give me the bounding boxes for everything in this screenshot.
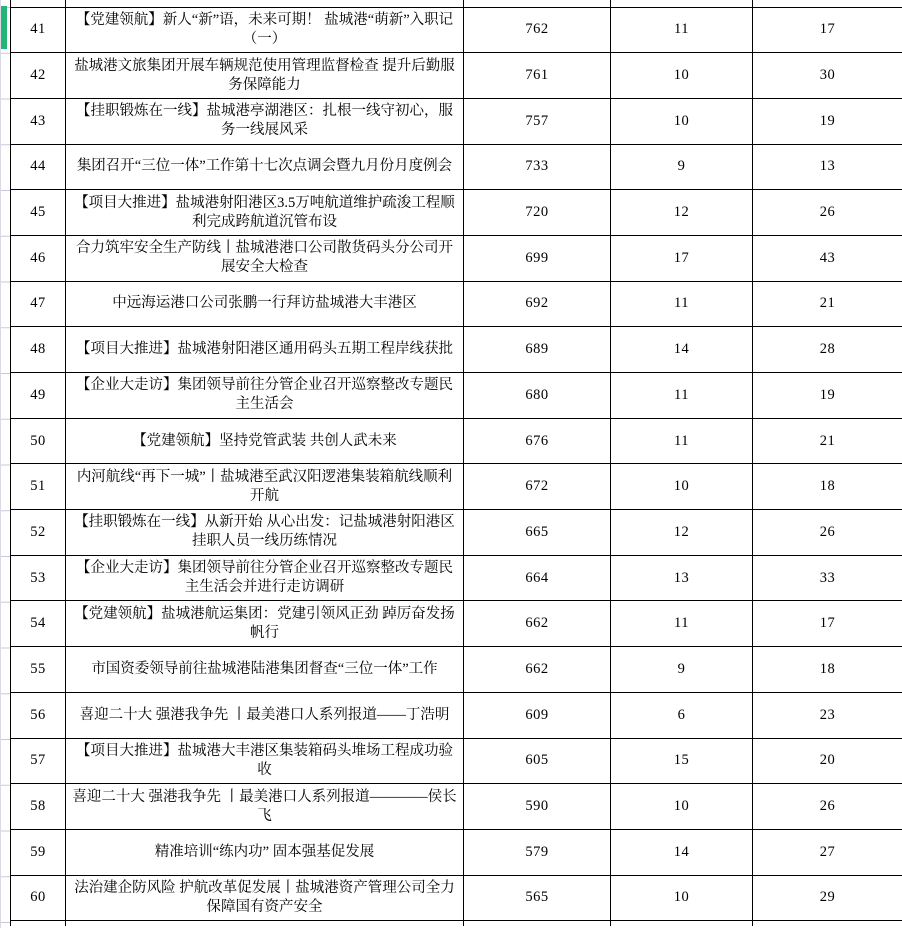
row-number-cell[interactable]: 57	[11, 738, 66, 784]
value3-cell[interactable]: 18	[753, 647, 902, 693]
title-cell[interactable]: 【项目大推进】盐城港射阳港区通用码头五期工程岸线获批	[66, 327, 464, 373]
row-number-cell[interactable]: 50	[11, 418, 66, 464]
value1-cell[interactable]: 699	[464, 235, 611, 281]
title-cell[interactable]	[66, 921, 464, 926]
title-cell[interactable]: 市国资委领导前往盐城港陆港集团督查“三位一体”工作	[66, 647, 464, 693]
value3-cell[interactable]: 26	[753, 784, 902, 830]
value2-cell[interactable]: 13	[611, 555, 753, 601]
table-row	[11, 829, 902, 875]
value3-cell[interactable]: 26	[753, 510, 902, 556]
table-row	[11, 235, 902, 281]
title-cell[interactable]: 【党建领航】坚持党管武装 共创人武未来	[66, 418, 464, 464]
row-number-cell[interactable]: 47	[11, 281, 66, 327]
title-cell[interactable]: 【项目大推进】盐城港射阳港区3.5万吨航道维护疏浚工程顺利完成跨航道沉管布设	[66, 190, 464, 236]
row-number-cell[interactable]	[11, 0, 66, 7]
value3-cell[interactable]: 20	[753, 738, 902, 784]
value3-cell[interactable]: 13	[753, 144, 902, 190]
value2-cell[interactable]: 14	[611, 327, 753, 373]
row-number-cell[interactable]: 49	[11, 373, 66, 419]
title-cell[interactable]	[66, 0, 464, 7]
row-number-cell[interactable]: 46	[11, 235, 66, 281]
title-cell[interactable]: 法治建企防风险 护航改革促发展丨盐城港资产管理公司全力保障国有资产安全	[66, 875, 464, 921]
value2-cell[interactable]: 9	[611, 144, 753, 190]
value3-cell[interactable]: 26	[753, 190, 902, 236]
title-cell[interactable]: 集团召开“三位一体”工作第十七次点调会暨九月份月度例会	[66, 144, 464, 190]
title-cell[interactable]: 内河航线“再下一城”丨盐城港至武汉阳逻港集装箱航线顺利开航	[66, 464, 464, 510]
table-row	[11, 784, 902, 830]
value1-cell[interactable]: 720	[464, 190, 611, 236]
row-selection-indicator	[1, 6, 7, 49]
row-number-cell[interactable]: 45	[11, 190, 66, 236]
title-cell[interactable]: 【挂职锻炼在一线】从新开始 从心出发：记盐城港射阳港区挂职人员一线历练情况	[66, 510, 464, 556]
partial-row-bottom	[11, 921, 902, 926]
row-number-cell[interactable]: 56	[11, 692, 66, 738]
value1-cell[interactable]: 757	[464, 98, 611, 144]
value1-cell[interactable]: 579	[464, 829, 611, 875]
table-row	[11, 373, 902, 419]
value2-cell[interactable]: 6	[611, 692, 753, 738]
value3-cell[interactable]: 28	[753, 327, 902, 373]
value3-cell[interactable]: 30	[753, 53, 902, 99]
table-row	[11, 418, 902, 464]
table-row	[11, 53, 902, 99]
value1-cell[interactable]	[464, 0, 611, 7]
value2-cell[interactable]: 15	[611, 738, 753, 784]
value1-cell[interactable]: 609	[464, 692, 611, 738]
title-cell[interactable]: 【党建领航】盐城港航运集团：党建引领风正劲 踔厉奋发扬帆行	[66, 601, 464, 647]
value2-cell[interactable]: 11	[611, 601, 753, 647]
value1-cell[interactable]: 662	[464, 647, 611, 693]
value1-cell[interactable]: 565	[464, 875, 611, 921]
table-row	[11, 281, 902, 327]
title-cell[interactable]: 【企业大走访】集团领导前往分管企业召开巡察整改专题民主生活会	[66, 373, 464, 419]
row-number-cell[interactable]: 53	[11, 555, 66, 601]
title-cell[interactable]: 【企业大走访】集团领导前往分管企业召开巡察整改专题民主生活会并进行走访调研	[66, 555, 464, 601]
value1-cell[interactable]: 665	[464, 510, 611, 556]
value1-cell[interactable]: 761	[464, 53, 611, 99]
value3-cell[interactable]: 43	[753, 235, 902, 281]
value3-cell[interactable]: 17	[753, 601, 902, 647]
row-number-cell[interactable]: 41	[11, 7, 66, 53]
value2-cell[interactable]: 12	[611, 510, 753, 556]
partial-row-top	[11, 0, 902, 7]
value3-cell[interactable]	[753, 921, 902, 926]
value2-cell[interactable]: 11	[611, 281, 753, 327]
table-row	[11, 510, 902, 556]
title-cell[interactable]: 精准培训“练内功” 固本强基促发展	[66, 829, 464, 875]
row-number-cell[interactable]: 48	[11, 327, 66, 373]
value1-cell[interactable]: 662	[464, 601, 611, 647]
report-table-body	[11, 0, 902, 926]
value2-cell[interactable]: 10	[611, 875, 753, 921]
row-number-cell[interactable]: 42	[11, 53, 66, 99]
title-cell[interactable]: 【党建领航】新人“新”语，未来可期！ 盐城港“萌新”入职记（一）	[66, 7, 464, 53]
value1-cell[interactable]: 664	[464, 555, 611, 601]
value1-cell[interactable]: 590	[464, 784, 611, 830]
table-row	[11, 692, 902, 738]
value2-cell[interactable]: 10	[611, 464, 753, 510]
value1-cell[interactable]: 692	[464, 281, 611, 327]
value2-cell[interactable]: 9	[611, 647, 753, 693]
row-number-cell[interactable]: 54	[11, 601, 66, 647]
value3-cell[interactable]: 19	[753, 373, 902, 419]
row-number-cell[interactable]: 58	[11, 784, 66, 830]
value1-cell[interactable]: 733	[464, 144, 611, 190]
row-number-cell[interactable]: 51	[11, 464, 66, 510]
value3-cell[interactable]: 18	[753, 464, 902, 510]
row-number-cell[interactable]	[11, 921, 66, 926]
value1-cell[interactable]: 680	[464, 373, 611, 419]
value2-cell[interactable]: 17	[611, 235, 753, 281]
value2-cell[interactable]: 11	[611, 418, 753, 464]
value2-cell[interactable]: 14	[611, 829, 753, 875]
value2-cell[interactable]	[611, 921, 753, 926]
value2-cell[interactable]	[611, 0, 753, 7]
value3-cell[interactable]: 29	[753, 875, 902, 921]
value1-cell[interactable]: 676	[464, 418, 611, 464]
title-cell[interactable]: 【项目大推进】盐城港大丰港区集装箱码头堆场工程成功验收	[66, 738, 464, 784]
value1-cell[interactable]: 689	[464, 327, 611, 373]
table-row	[11, 7, 902, 53]
row-number-cell[interactable]: 60	[11, 875, 66, 921]
row-number-cell[interactable]: 52	[11, 510, 66, 556]
row-number-cell[interactable]: 59	[11, 829, 66, 875]
row-number-cell[interactable]: 44	[11, 144, 66, 190]
table-row	[11, 190, 902, 236]
value2-cell[interactable]: 10	[611, 784, 753, 830]
value3-cell[interactable]: 17	[753, 7, 902, 53]
value1-cell[interactable]: 672	[464, 464, 611, 510]
value3-cell[interactable]: 21	[753, 418, 902, 464]
table-row	[11, 464, 902, 510]
title-cell[interactable]: 喜迎二十大 强港我争先 丨最美港口人系列报道————侯长飞	[66, 784, 464, 830]
value2-cell[interactable]: 12	[611, 190, 753, 236]
table-row	[11, 327, 902, 373]
value1-cell[interactable]	[464, 921, 611, 926]
value2-cell[interactable]: 11	[611, 7, 753, 53]
value2-cell[interactable]: 11	[611, 373, 753, 419]
title-cell[interactable]: 喜迎二十大 强港我争先 丨最美港口人系列报道——丁浩明	[66, 692, 464, 738]
row-number-cell[interactable]: 55	[11, 647, 66, 693]
value3-cell[interactable]: 27	[753, 829, 902, 875]
table-row	[11, 875, 902, 921]
title-cell[interactable]: 【挂职锻炼在一线】盐城港亭湖港区：扎根一线守初心，服务一线展风采	[66, 98, 464, 144]
value3-cell[interactable]	[753, 0, 902, 7]
table-row	[11, 647, 902, 693]
title-cell[interactable]: 盐城港文旅集团开展车辆规范使用管理监督检查 提升后勤服务保障能力	[66, 53, 464, 99]
value1-cell[interactable]: 605	[464, 738, 611, 784]
title-cell[interactable]: 中远海运港口公司张鹏一行拜访盐城港大丰港区	[66, 281, 464, 327]
report-table	[10, 0, 902, 926]
value2-cell[interactable]: 10	[611, 98, 753, 144]
value3-cell[interactable]: 19	[753, 98, 902, 144]
table-row	[11, 555, 902, 601]
value3-cell[interactable]: 23	[753, 692, 902, 738]
value1-cell[interactable]: 762	[464, 7, 611, 53]
table-row	[11, 144, 902, 190]
row-number-cell[interactable]: 43	[11, 98, 66, 144]
table-row	[11, 738, 902, 784]
value3-cell[interactable]: 21	[753, 281, 902, 327]
value2-cell[interactable]: 10	[611, 53, 753, 99]
value3-cell[interactable]: 33	[753, 555, 902, 601]
table-row	[11, 98, 902, 144]
title-cell[interactable]: 合力筑牢安全生产防线丨盐城港港口公司散货码头分公司开展安全大检查	[66, 235, 464, 281]
table-row	[11, 601, 902, 647]
